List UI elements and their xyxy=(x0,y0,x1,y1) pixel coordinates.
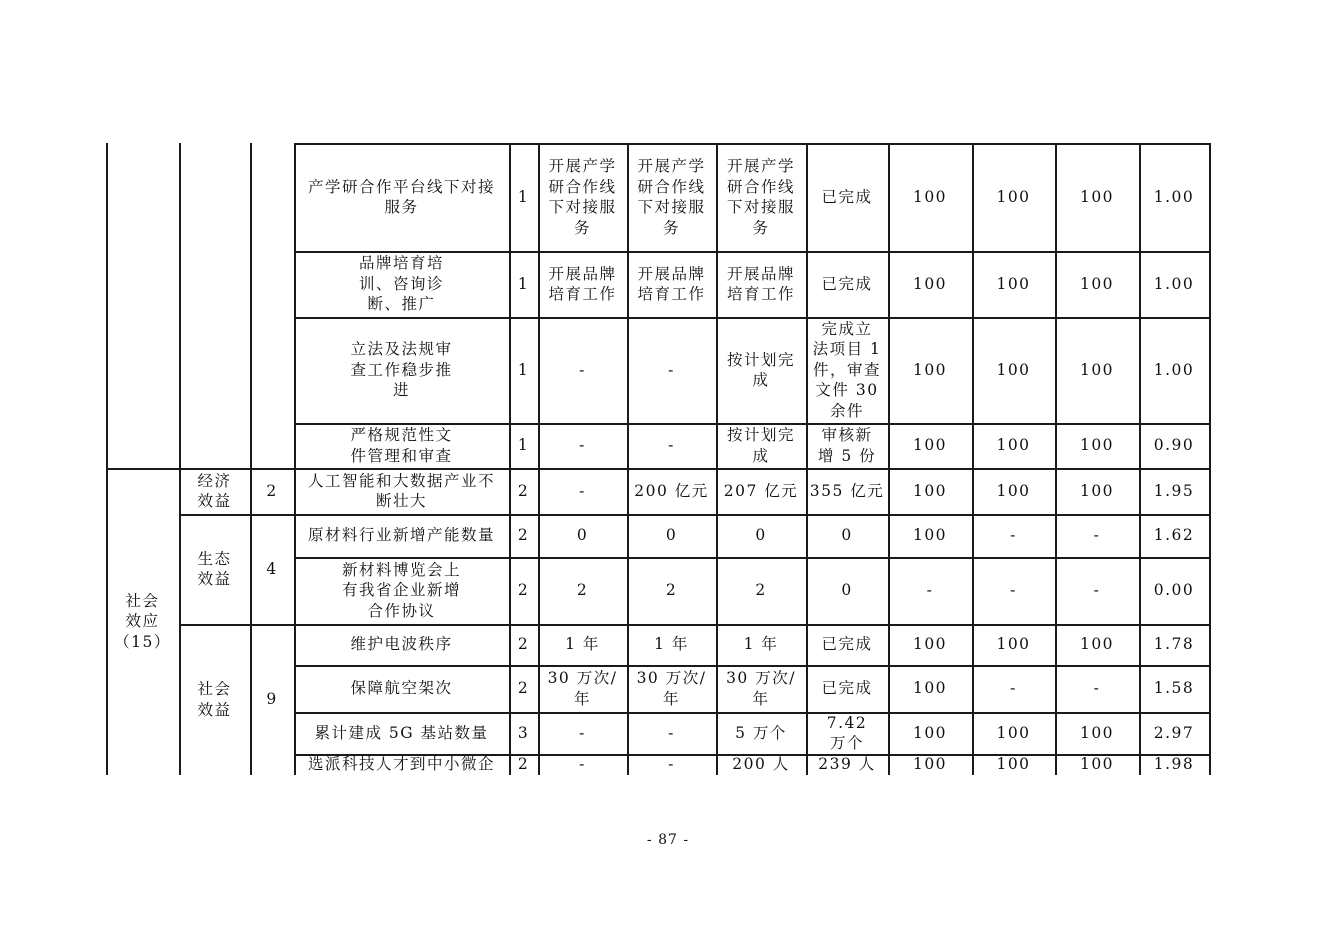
table-cell-indicator: 新材料博览会上 有我省企业新增 合作协议 xyxy=(341,560,461,620)
economic-benefit-weight: 2 xyxy=(266,481,278,500)
table-cell-target-b: 0 xyxy=(665,526,678,545)
table-cell-weight: 1 xyxy=(517,274,530,293)
table-cell-score-b: 100 xyxy=(996,635,1031,654)
table-cell-actual: 已完成 xyxy=(821,187,873,206)
table-cell-target-a: - xyxy=(579,360,586,379)
table-cell-score-c: 100 xyxy=(1079,187,1115,206)
table-cell-indicator: 立法及法规审 查工作稳步推 进 xyxy=(350,340,453,400)
table-cell-indicator: 产学研合作平台线下对接 服务 xyxy=(307,177,495,216)
table-cell-final: 1.98 xyxy=(1153,755,1195,774)
table-cell-actual: 已完成 xyxy=(821,679,873,698)
table-cell-score-a: 100 xyxy=(912,436,948,455)
table-cell-indicator: 人工智能和大数据产业不 断壮大 xyxy=(307,471,495,510)
table-cell-score-c: 100 xyxy=(1079,360,1115,379)
table-cell-indicator: 选派科技人才到中小微企 xyxy=(307,755,495,774)
page-number: - 87 - xyxy=(646,832,690,848)
table-cell-weight: 2 xyxy=(517,755,530,774)
table-cell-final: 1.62 xyxy=(1153,526,1195,545)
table-cell-score-a: 100 xyxy=(912,481,948,500)
table-cell-score-a: 100 xyxy=(912,635,948,654)
table-cell-score-a: 100 xyxy=(912,360,948,379)
table-cell-target-b: - xyxy=(668,360,675,379)
table-cell-weight: 2 xyxy=(517,526,530,545)
table-cell-target-a: 开展产学 研合作线 下对接服 务 xyxy=(548,157,617,237)
table-cell-target-b: - xyxy=(668,755,675,774)
table-cell-score-c: - xyxy=(1093,679,1101,698)
table-cell-score-a: - xyxy=(926,581,934,600)
table-cell-actual: 0 xyxy=(841,581,853,600)
table-cell-target-c: 0 xyxy=(755,526,767,545)
table-cell-actual: 355 亿元 xyxy=(809,481,885,500)
table-cell-final: 0.00 xyxy=(1153,581,1195,600)
table-cell-target-a: - xyxy=(579,481,586,500)
table-cell-score-b: 100 xyxy=(996,481,1031,500)
table-cell-score-b: 100 xyxy=(996,755,1031,774)
table-cell-target-b: 开展品牌 培育工作 xyxy=(637,264,706,303)
table-cell-score-b: 100 xyxy=(996,187,1031,206)
table-cell-actual: 已完成 xyxy=(821,274,873,293)
table-cell-target-b: 200 亿元 xyxy=(634,481,709,500)
table-cell-weight: 2 xyxy=(517,635,530,654)
table-cell-indicator: 维护电波秩序 xyxy=(350,635,453,654)
table-cell-weight: 2 xyxy=(517,481,530,500)
table-cell-score-a: 100 xyxy=(912,723,948,742)
table-cell-target-a: - xyxy=(579,723,586,742)
table-cell-actual: 0 xyxy=(841,526,853,545)
table-cell-score-c: 100 xyxy=(1079,755,1115,774)
table-cell-actual: 审核新 增 5 份 xyxy=(817,426,877,465)
table-cell-score-b: 100 xyxy=(996,360,1031,379)
table-cell-target-a: 开展品牌 培育工作 xyxy=(548,264,617,303)
table-cell-target-b: 开展产学 研合作线 下对接服 务 xyxy=(637,157,706,237)
table-cell-target-b: 2 xyxy=(665,581,678,600)
table-cell-target-c: 按计划完 成 xyxy=(726,350,795,389)
table-cell-score-b: 100 xyxy=(996,274,1031,293)
table-cell-score-a: 100 xyxy=(912,755,948,774)
table-cell-score-a: 100 xyxy=(912,274,948,293)
table-cell-score-a: 100 xyxy=(912,679,948,698)
table-cell-indicator: 品牌培育培 训、咨询诊 断、推广 xyxy=(358,254,444,314)
table-cell-target-a: - xyxy=(579,755,586,774)
table-cell-target-c: 开展品牌 培育工作 xyxy=(726,264,795,303)
table-cell-score-c: 100 xyxy=(1079,481,1115,500)
table-cell-score-a: 100 xyxy=(912,526,948,545)
table-cell-final: 1.78 xyxy=(1153,635,1195,654)
table-cell-indicator: 保障航空架次 xyxy=(350,679,453,698)
table-cell-target-a: - xyxy=(579,436,586,455)
table-cell-final: 1.00 xyxy=(1153,360,1195,379)
table-cell-actual: 239 人 xyxy=(818,755,876,774)
table-cell-target-c: 207 亿元 xyxy=(723,481,799,500)
table-cell-target-a: 30 万次/ 年 xyxy=(547,669,618,708)
table-cell-target-c: 按计划完 成 xyxy=(726,426,795,465)
table-cell-target-b: - xyxy=(668,723,675,742)
table-cell-score-b: 100 xyxy=(996,723,1031,742)
table-cell-final: 1.58 xyxy=(1153,679,1195,698)
table-cell-score-c: 100 xyxy=(1079,723,1115,742)
table-cell-indicator: 累计建成 5G 基站数量 xyxy=(314,723,489,742)
table-cell-weight: 3 xyxy=(517,723,530,742)
table-cell-score-b: 100 xyxy=(996,436,1031,455)
table-cell-target-b: 1 年 xyxy=(654,635,689,654)
table-cell-target-c: 200 人 xyxy=(732,755,790,774)
table-cell-target-a: 1 年 xyxy=(565,635,600,654)
table-cell-final: 1.95 xyxy=(1153,481,1195,500)
economic-benefit-label: 经济 效益 xyxy=(197,471,232,510)
table-cell-weight: 1 xyxy=(517,436,530,455)
table-cell-weight: 1 xyxy=(517,187,530,206)
table-cell-score-c: 100 xyxy=(1079,635,1115,654)
table-cell-score-c: - xyxy=(1093,581,1101,600)
table-cell-target-c: 2 xyxy=(755,581,767,600)
table-cell-target-c: 1 年 xyxy=(743,635,779,654)
table-cell-indicator: 原材料行业新增产能数量 xyxy=(307,526,495,545)
ecological-benefit-label: 生态 效益 xyxy=(197,549,232,588)
table-cell-final: 1.00 xyxy=(1153,187,1195,206)
table-cell-final: 1.00 xyxy=(1153,274,1195,293)
table-cell-score-b: - xyxy=(1010,581,1017,600)
level1-label: 社会 效应 （15） xyxy=(114,591,171,651)
table-cell-score-b: - xyxy=(1010,526,1017,545)
table-cell-weight: 2 xyxy=(517,581,530,600)
table-cell-final: 2.97 xyxy=(1153,723,1195,742)
vertical-rule xyxy=(1209,143,1211,775)
table-cell-score-c: 100 xyxy=(1079,274,1115,293)
table-cell-actual: 完成立 法项目 1 件，审查 文件 30 余件 xyxy=(812,319,882,420)
table-cell-target-b: - xyxy=(668,436,675,455)
table-cell-target-a: 2 xyxy=(576,581,589,600)
table-cell-score-b: - xyxy=(1010,679,1017,698)
social-benefit-label: 社会 效益 xyxy=(197,680,232,719)
table-cell-target-c: 30 万次/ 年 xyxy=(726,669,796,708)
table-cell-indicator: 严格规范性文 件管理和审查 xyxy=(350,426,453,465)
table-cell-weight: 2 xyxy=(517,679,530,698)
table-cell-weight: 1 xyxy=(517,360,530,379)
table-cell-score-a: 100 xyxy=(912,187,948,206)
table-cell-target-a: 0 xyxy=(576,526,589,545)
social-benefit-weight: 9 xyxy=(266,690,278,709)
ecological-benefit-weight: 4 xyxy=(266,559,278,578)
table-cell-actual: 已完成 xyxy=(821,635,873,654)
table-cell-target-b: 30 万次/ 年 xyxy=(636,669,707,708)
table-cell-target-c: 5 万个 xyxy=(735,723,787,742)
table-cell-actual: 7.42 万个 xyxy=(826,713,868,752)
table-cell-final: 0.90 xyxy=(1153,436,1195,455)
table-cell-score-c: 100 xyxy=(1079,436,1115,455)
table-cell-score-c: - xyxy=(1093,526,1101,545)
table-cell-target-c: 开展产学 研合作线 下对接服 务 xyxy=(726,157,795,237)
